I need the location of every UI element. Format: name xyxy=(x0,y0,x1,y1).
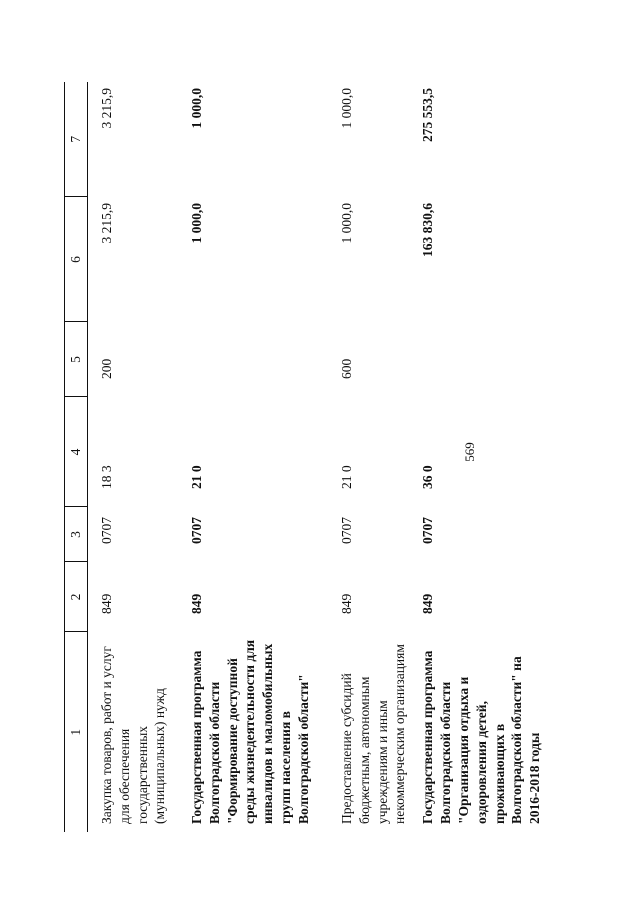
row-name: Предоставление субсидий бюджетным, автономным учреждениям и иным некоммерческим организациям xyxy=(339,644,408,824)
rotated-page-content xyxy=(64,82,543,832)
cell-col-6: 1 000,0 xyxy=(189,203,204,244)
cell-col-6: 3 215,9 xyxy=(99,203,114,244)
cell-col-3: 0707 xyxy=(420,517,436,544)
header-col-6: 6 xyxy=(65,197,88,322)
budget-table xyxy=(64,82,544,832)
cell-col-6: 163 830,6 xyxy=(420,203,436,257)
header-col-1: 1 xyxy=(65,632,88,832)
cell-col-2: 849 xyxy=(99,593,114,614)
header-col-3: 3 xyxy=(65,507,88,562)
cell-col-5: 200 xyxy=(99,358,114,379)
cell-col-3: 0707 xyxy=(99,517,114,544)
header-col-4: 4 xyxy=(65,397,88,507)
cell-col-2: 849 xyxy=(339,593,354,614)
cell-col-5: 600 xyxy=(339,358,354,379)
row-name: Государственная программа Волгоградской области "Формирование доступной среды жизнедеятельности для инвалидов и маломобильных групп населения в Волгоградской области" xyxy=(189,639,311,824)
table-row xyxy=(88,82,179,832)
cell-col-2: 849 xyxy=(189,593,204,614)
cell-col-5 xyxy=(178,322,328,397)
cell-col-7: 3 215,9 xyxy=(99,88,114,129)
cell-col-7: 1 000,0 xyxy=(339,88,354,129)
header-col-7: 7 xyxy=(65,82,88,197)
table-row xyxy=(409,82,544,832)
cell-col-4: 21 0 xyxy=(339,465,354,489)
cell-col-5 xyxy=(409,322,544,397)
row-name: Государственная программа Волгоградской области "Организация отдыха и оздоровления детей, проживающих в Волгоградской области" на 2016-2018 годы xyxy=(420,650,543,824)
page-number: 569 xyxy=(462,442,477,462)
cell-col-3: 0707 xyxy=(189,517,204,544)
table-row xyxy=(178,82,328,832)
cell-col-7: 275 553,5 xyxy=(420,88,436,142)
header-col-5: 5 xyxy=(65,322,88,397)
cell-col-6: 1 000,0 xyxy=(339,203,354,244)
cell-col-4: 36 0 xyxy=(420,465,436,489)
cell-col-4: 21 0 xyxy=(189,465,204,489)
cell-col-7: 1 000,0 xyxy=(189,88,204,129)
header-row xyxy=(65,82,88,832)
cell-col-4: 18 3 xyxy=(99,465,114,489)
header-col-2: 2 xyxy=(65,562,88,632)
cell-col-3: 0707 xyxy=(339,517,354,544)
table-row xyxy=(328,82,409,832)
row-name: Закупка товаров, работ и услуг для обеспечения государственных (муниципальных) нужд xyxy=(99,646,168,824)
cell-col-2: 849 xyxy=(420,593,436,614)
